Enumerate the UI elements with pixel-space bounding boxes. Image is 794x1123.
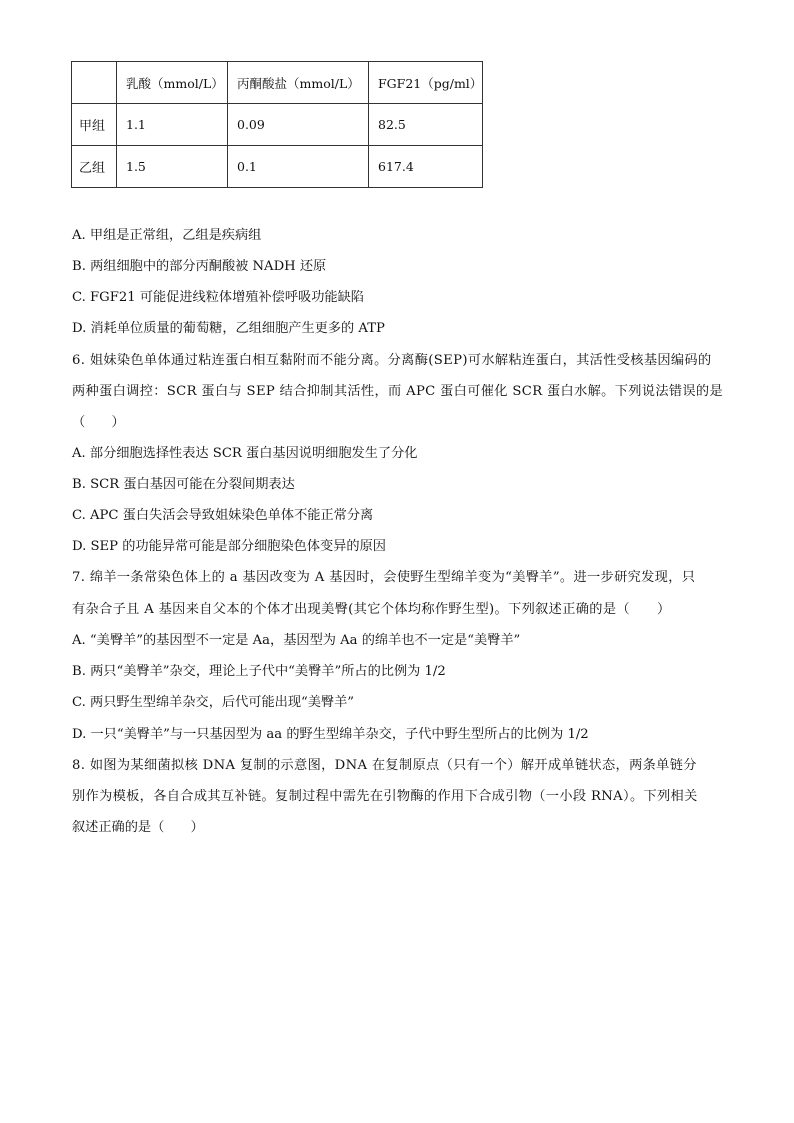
table-cell: 1.1 <box>117 104 228 146</box>
q7-option-b: B. 两只“美臀羊”杂交，理论上子代中“美臀羊”所占的比例为 1/2 <box>72 664 446 679</box>
q6-option-a: A. 部分细胞选择性表达 SCR 蛋白基因说明细胞发生了分化 <box>72 446 418 461</box>
q6-stem-line: 两种蛋白调控：SCR 蛋白与 SEP 结合抑制其活性，而 APC 蛋白可催化 SCR 蛋白水解。下列说法错误的是 <box>72 384 724 399</box>
q8-stem-line: 叙述正确的是（ ） <box>72 820 204 835</box>
q7-option-a: A. “美臀羊”的基因型不一定是 Aa，基因型为 Aa 的绵羊也不一定是“美臀羊” <box>72 633 521 648</box>
q7-stem-line: 有杂合子且 A 基因来自父本的个体才出现美臀(其它个体均称作野生型)。下列叙述正确的是（ ） <box>72 602 671 617</box>
table-row <box>72 146 483 188</box>
table-header-cell: 丙酮酸盐（mmol/L） <box>228 62 369 104</box>
q6-option-d: D. SEP 的功能异常可能是部分细胞染色体变异的原因 <box>72 539 386 554</box>
table-cell: 0.09 <box>228 104 369 146</box>
table-cell: 82.5 <box>369 104 483 146</box>
data-table <box>71 61 483 188</box>
q6-stem-line: 6. 姐妹染色单体通过粘连蛋白相互黏附而不能分离。分离酶(SEP)可水解粘连蛋白，其活性受核基因编码的 <box>72 353 712 368</box>
q5-option-a: A. 甲组是正常组，乙组是疾病组 <box>72 228 262 243</box>
q6-answer-blank: （ ） <box>72 415 125 430</box>
table-cell: 0.1 <box>228 146 369 188</box>
q7-option-d: D. 一只“美臀羊”与一只基因型为 aa 的野生型绵羊杂交，子代中野生型所占的比例为 1/2 <box>72 727 589 742</box>
q8-stem-line: 别作为模板，各自合成其互补链。复制过程中需先在引物酶的作用下合成引物（一小段 RNA）。下列相关 <box>72 789 698 804</box>
table-header-row <box>72 62 483 104</box>
table-row-label: 甲组 <box>72 104 117 146</box>
table-cell: 617.4 <box>369 146 483 188</box>
q5-option-d: D. 消耗单位质量的葡萄糖，乙组细胞产生更多的 ATP <box>72 321 385 336</box>
table-row <box>72 104 483 146</box>
table-cell: 1.5 <box>117 146 228 188</box>
q8-stem-line: 8. 如图为某细菌拟核 DNA 复制的示意图，DNA 在复制原点（只有一个）解开成单链状态，两条单链分 <box>72 758 697 773</box>
q6-option-c: C. APC 蛋白失活会导致姐妹染色单体不能正常分离 <box>72 508 374 523</box>
q5-option-c: C. FGF21 可能促进线粒体增殖补偿呼吸功能缺陷 <box>72 290 364 305</box>
table-header-cell: 乳酸（mmol/L） <box>117 62 228 104</box>
table-header-cell: FGF21（pg/ml） <box>369 62 483 104</box>
q6-option-b: B. SCR 蛋白基因可能在分裂间期表达 <box>72 477 295 492</box>
q7-stem-line: 7. 绵羊一条常染色体上的 a 基因改变为 A 基因时，会使野生型绵羊变为“美臀羊”。进一步研究发现，只 <box>72 570 696 585</box>
table-row-label: 乙组 <box>72 146 117 188</box>
q7-option-c: C. 两只野生型绵羊杂交，后代可能出现“美臀羊” <box>72 695 355 710</box>
q5-option-b: B. 两组细胞中的部分丙酮酸被 NADH 还原 <box>72 259 327 274</box>
table-header-cell <box>72 62 117 104</box>
